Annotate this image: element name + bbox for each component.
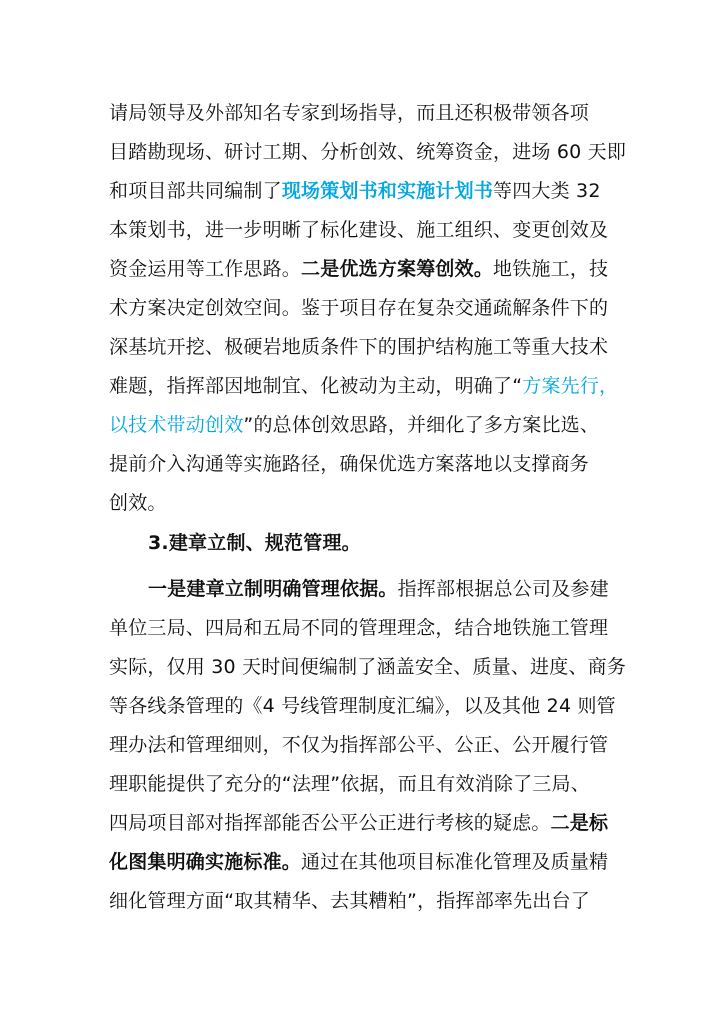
highlighted-text: 现场策划书和实施计划书 bbox=[281, 180, 494, 202]
text: 等四大类 32 bbox=[493, 180, 601, 202]
text-line bbox=[109, 289, 629, 327]
text-line bbox=[109, 843, 629, 881]
text: 理办法和管理细则，不仅为指挥部公平、公正、公开履行管 bbox=[109, 734, 609, 756]
text-line bbox=[109, 648, 629, 686]
text: 理职能提供了充分的“法理”依据，而且有效消除了三局、 bbox=[109, 773, 590, 795]
text: 请局领导及外部知名专家到场指导，而且还积极带领各项 bbox=[109, 102, 590, 124]
text-line bbox=[109, 172, 629, 210]
text: 资金运用等工作思路。 bbox=[109, 258, 302, 280]
bold-subheading: 二是优选方案筹创效。 bbox=[301, 258, 494, 280]
text-line bbox=[109, 367, 629, 405]
text-line bbox=[109, 94, 629, 132]
text: 难题，指挥部因地制宜、化被动为主动，明确了“ bbox=[109, 375, 523, 397]
text-line bbox=[109, 250, 629, 288]
text-line bbox=[109, 882, 629, 920]
text-line bbox=[109, 609, 629, 647]
text: 提前介入沟通等实施路径，确保优选方案落地以支撑商务 bbox=[109, 453, 590, 475]
text-line bbox=[109, 328, 629, 366]
text-line bbox=[109, 726, 629, 764]
heading-text: 3.建章立制、规范管理。 bbox=[148, 532, 361, 554]
text: 和项目部共同编制了 bbox=[109, 180, 282, 202]
bold-subheading: 一是建章立制明确管理依据。 bbox=[148, 578, 398, 600]
text: 单位三局、四局和五局不同的管理理念，结合地铁施工管理 bbox=[109, 617, 609, 639]
text: 术方案决定创效空间。鉴于项目存在复杂交通疏解条件下的 bbox=[109, 297, 609, 319]
text-line bbox=[109, 765, 629, 803]
text-line bbox=[109, 445, 629, 483]
text: ”的总体创效思路，并细化了多方案比选、 bbox=[243, 414, 600, 436]
text: 细化管理方面“取其精华、去其糟粕”，指挥部率先出台了 bbox=[109, 890, 590, 912]
text: 通过在其他项目标准化管理及质量精 bbox=[301, 851, 609, 873]
text-line bbox=[109, 133, 629, 171]
text: 四局项目部对指挥部能否公平公正进行考核的疑虑。 bbox=[109, 812, 551, 834]
text: 等各线条管理的《4 号线管理制度汇编》，以及其他 24 则管 bbox=[109, 695, 616, 717]
section-heading bbox=[148, 524, 668, 562]
text-line bbox=[109, 804, 629, 842]
bold-subheading: 二是标 bbox=[550, 812, 609, 834]
text-line bbox=[148, 570, 668, 608]
text: 实际，仅用 30 天时间便编制了涵盖安全、质量、进度、商务 bbox=[109, 656, 627, 678]
text-line bbox=[109, 484, 629, 522]
text: 深基坑开挖、极硬岩地质条件下的围护结构施工等重大技术 bbox=[109, 336, 609, 358]
text: 创效。 bbox=[109, 492, 167, 514]
text: 本策划书，进一步明晰了标化建设、施工组织、变更创效及 bbox=[109, 219, 609, 241]
text-line bbox=[109, 211, 629, 249]
bold-subheading: 化图集明确实施标准。 bbox=[109, 851, 302, 873]
text: 目踏勘现场、研讨工期、分析创效、统筹资金，进场 60 天即 bbox=[109, 141, 627, 163]
text: 地铁施工，技 bbox=[493, 258, 609, 280]
text-line bbox=[109, 406, 629, 444]
highlighted-quote: 以技术带动创效 bbox=[109, 414, 244, 436]
highlighted-quote: 方案先行， bbox=[522, 375, 619, 397]
text-line bbox=[109, 687, 629, 725]
text: 指挥部根据总公司及参建 bbox=[397, 578, 609, 600]
